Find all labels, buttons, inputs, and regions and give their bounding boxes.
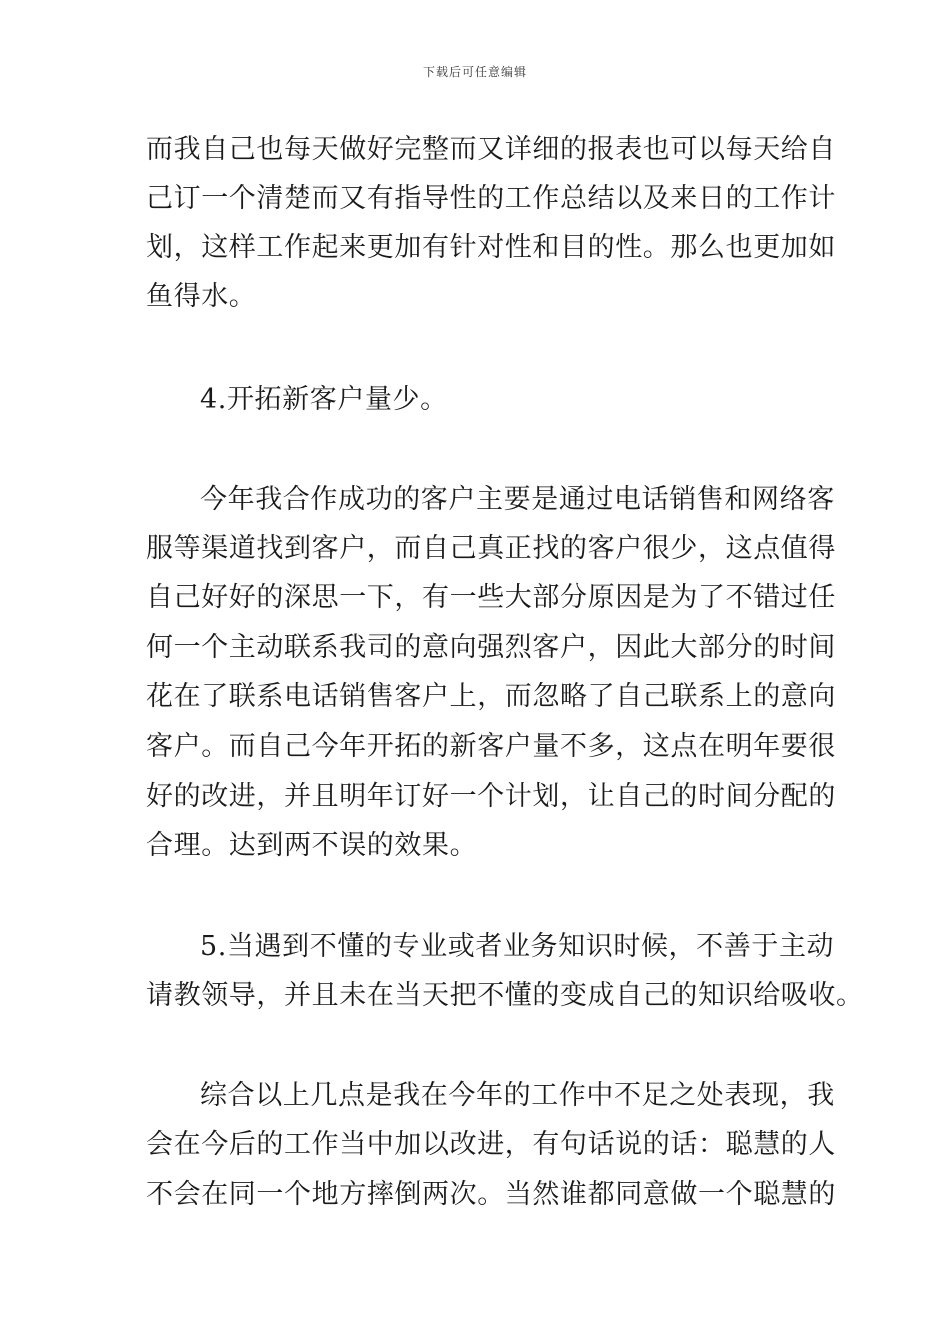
text-line: 花在了联系电话销售客户上，而忽略了自己联系上的意向	[146, 681, 836, 712]
text-line: 不会在同一个地方摔倒两次。当然谁都同意做一个聪慧的	[146, 1179, 836, 1210]
page-header: 下载后可任意编辑	[422, 65, 527, 79]
text-line: 合理。达到两不误的效果。	[146, 830, 478, 861]
text-line: 划，这样工作起来更加有针对性和目的性。那么也更加如	[146, 232, 836, 263]
text-line: 客户。而自己今年开拓的新客户量不多，这点在明年要很	[146, 731, 836, 762]
text-line: 今年我合作成功的客户主要是通过电话销售和网络客	[200, 484, 835, 515]
list-item-heading: 4.开拓新客户量少。	[200, 384, 448, 415]
text-line: 自己好好的深思一下，有一些大部分原因是为了不错过任	[146, 582, 836, 613]
text-line: 会在今后的工作当中加以改进，有句话说的话：聪慧的人	[146, 1129, 836, 1160]
text-line: 综合以上几点是我在今年的工作中不足之处表现，我	[200, 1080, 835, 1111]
text-line: 而我自己也每天做好完整而又详细的报表也可以每天给自	[146, 134, 836, 165]
text-line: 好的改进，并且明年订好一个计划，让自己的时间分配的	[146, 781, 836, 812]
text-line: 鱼得水。	[146, 281, 257, 312]
text-line: 请教领导，并且未在当天把不懂的变成自己的知识给吸收。	[146, 980, 864, 1011]
list-item-heading: 5.当遇到不懂的专业或者业务知识时候，不善于主动	[200, 931, 835, 962]
text-line: 己订一个清楚而又有指导性的工作总结以及来日的工作计	[146, 183, 836, 214]
text-line: 何一个主动联系我司的意向强烈客户，因此大部分的时间	[146, 632, 836, 663]
text-line: 服等渠道找到客户，而自己真正找的客户很少，这点值得	[146, 533, 836, 564]
